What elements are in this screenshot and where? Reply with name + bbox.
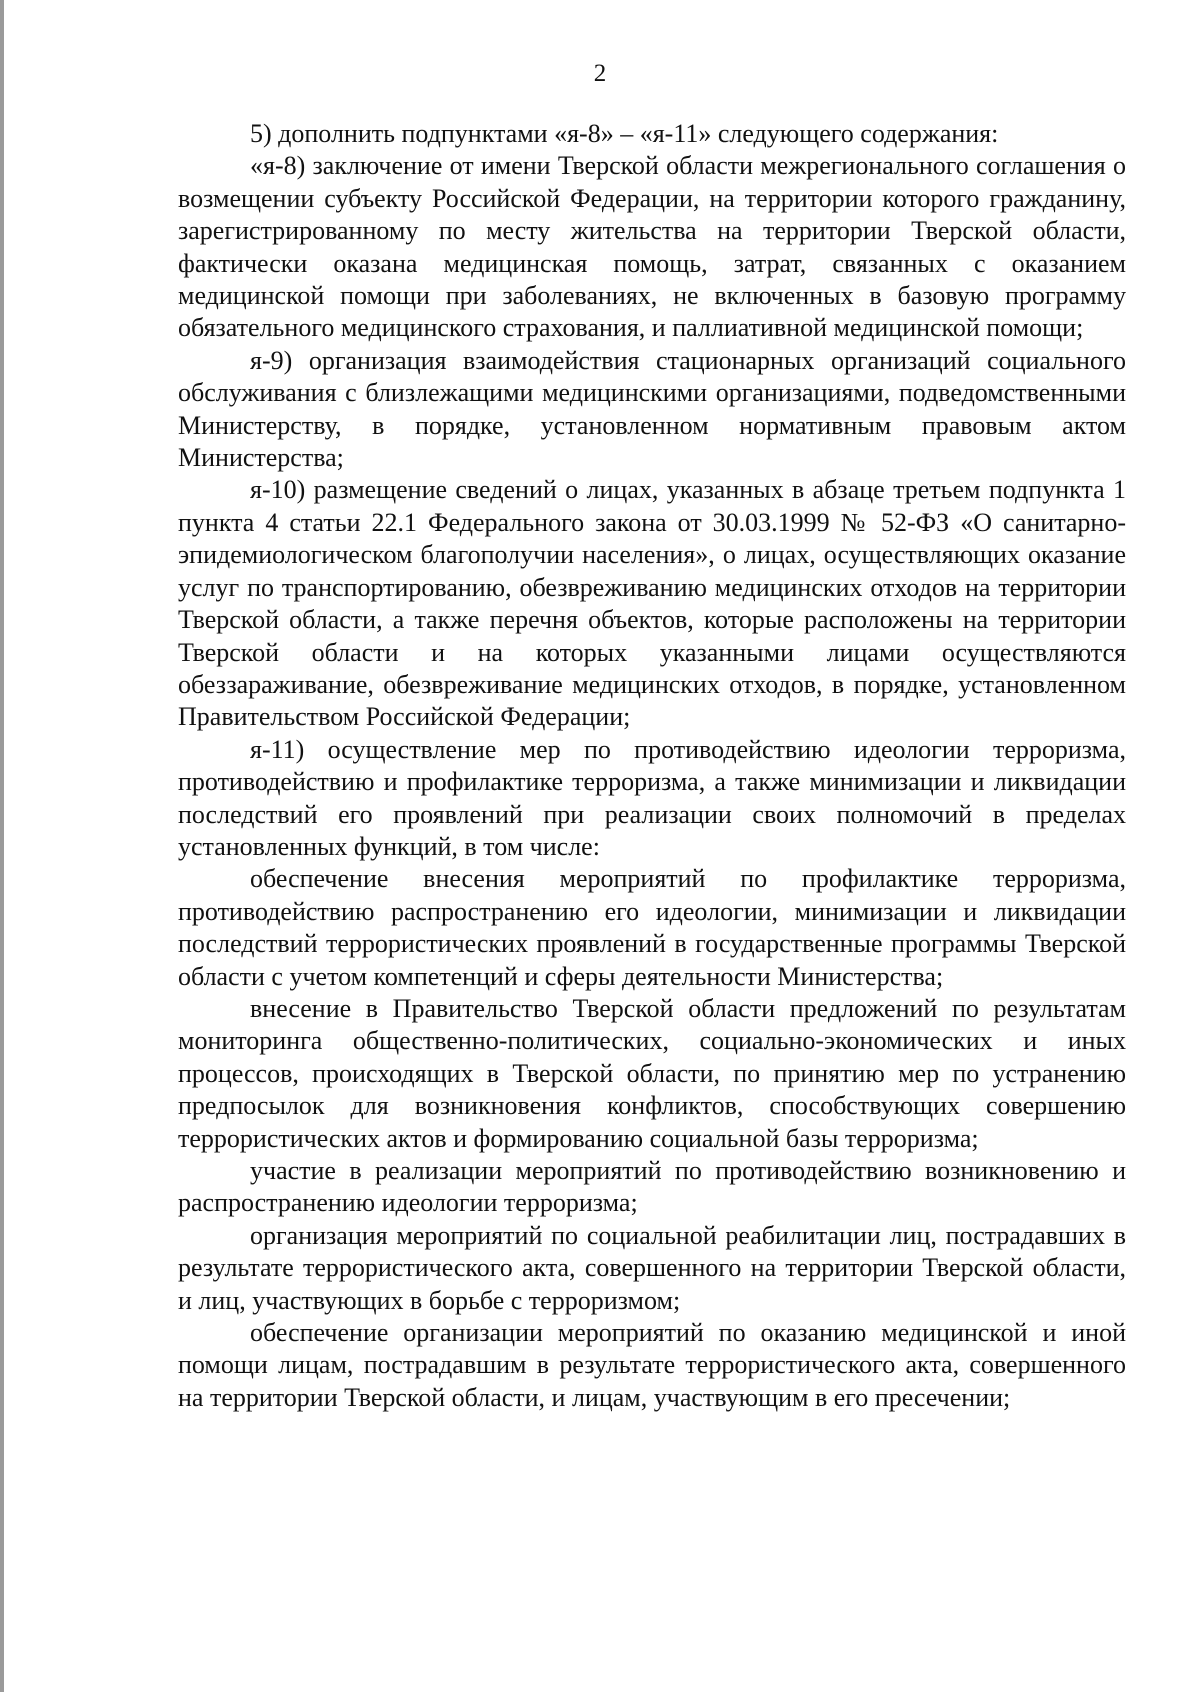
paragraph-ya-9: я-9) организация взаимодействия стационарных организаций социального обслуживания с близлежащими медицинскими организациями, подведомственными Министерству, в порядке, установленном нормативным правовым актом Министерства; [178, 345, 1126, 473]
paragraph-ya-11: я-11) осуществление мер по противодействию идеологии терроризма, противодействию и профилактике терроризма, а также минимизации и ликвидации последствий его проявлений при реализации своих полномочий в пределах установленных функций, в том числе: [178, 734, 1126, 861]
scan-left-edge [0, 0, 4, 1692]
paragraph-item-5-intro: 5) дополнить подпунктами «я-8» – «я-11» следующего содержания: [250, 119, 999, 148]
page-number: 2 [593, 60, 607, 87]
paragraph-ya-11-measure-3: участие в реализации мероприятий по противодействию возникновению и распространению идеологии терроризма; [178, 1156, 1126, 1218]
paragraph-ya-10: я-10) размещение сведений о лицах, указанных в абзаце третьем подпункта 1 пункта 4 статьи 22.1 Федерального закона от 30.03.1999 № 52-ФЗ «О санитарно-эпидемиологическом благополучии населения», о лицах, осуществляющих оказание услуг по транспортированию, обезвреживанию медицинских отходов на территории Тверской области, а также перечня объектов, которые расположены на территории Тверской области и на которых указанными лицами осуществляются обеззараживание, обезвреживание медицинских отходов, в порядке, установленном Правительством Российской Федерации; [178, 475, 1126, 732]
paragraph-ya-11-measure-2: внесение в Правительство Тверской области предложений по результатам мониторинга общественно-политических, социально-экономических и иных процессов, происходящих в Тверской области, по принятию мер по устранению предпосылок для возникновения конфликтов, способствующих совершению террористических актов и формированию социальной базы терроризма; [178, 993, 1126, 1153]
document-body [178, 118, 1126, 1414]
paragraph-ya-8: «я-8) заключение от имени Тверской области межрегионального соглашения о возмещении субъекту Российской Федерации, на территории которого гражданину, зарегистрированному по месту жительства на территории Тверской области, фактически оказана медицинская помощь, затрат, связанных с оказанием медицинской помощи при заболеваниях, не включенных в базовую программу обязательного медицинского страхования, и паллиативной медицинской помощи; [178, 151, 1126, 343]
paragraph-ya-11-measure-5: обеспечение организации мероприятий по оказанию медицинской и иной помощи лицам, пострадавшим в результате террористического акта, совершенного на территории Тверской области, и лицам, участвующим в его пресечении; [178, 1318, 1126, 1412]
paragraph-ya-11-measure-4: организация мероприятий по социальной реабилитации лиц, пострадавших в результате террористического акта, совершенного на территории Тверской области, и лиц, участвующих в борьбе с терроризмом; [178, 1220, 1126, 1315]
paragraph-ya-11-measure-1: обеспечение внесения мероприятий по профилактике терроризма, противодействию распространению его идеологии, минимизации и ликвидации последствий террористических проявлений в государственные программы Тверской области с учетом компетенций и сферы деятельности Министерства; [178, 864, 1126, 991]
